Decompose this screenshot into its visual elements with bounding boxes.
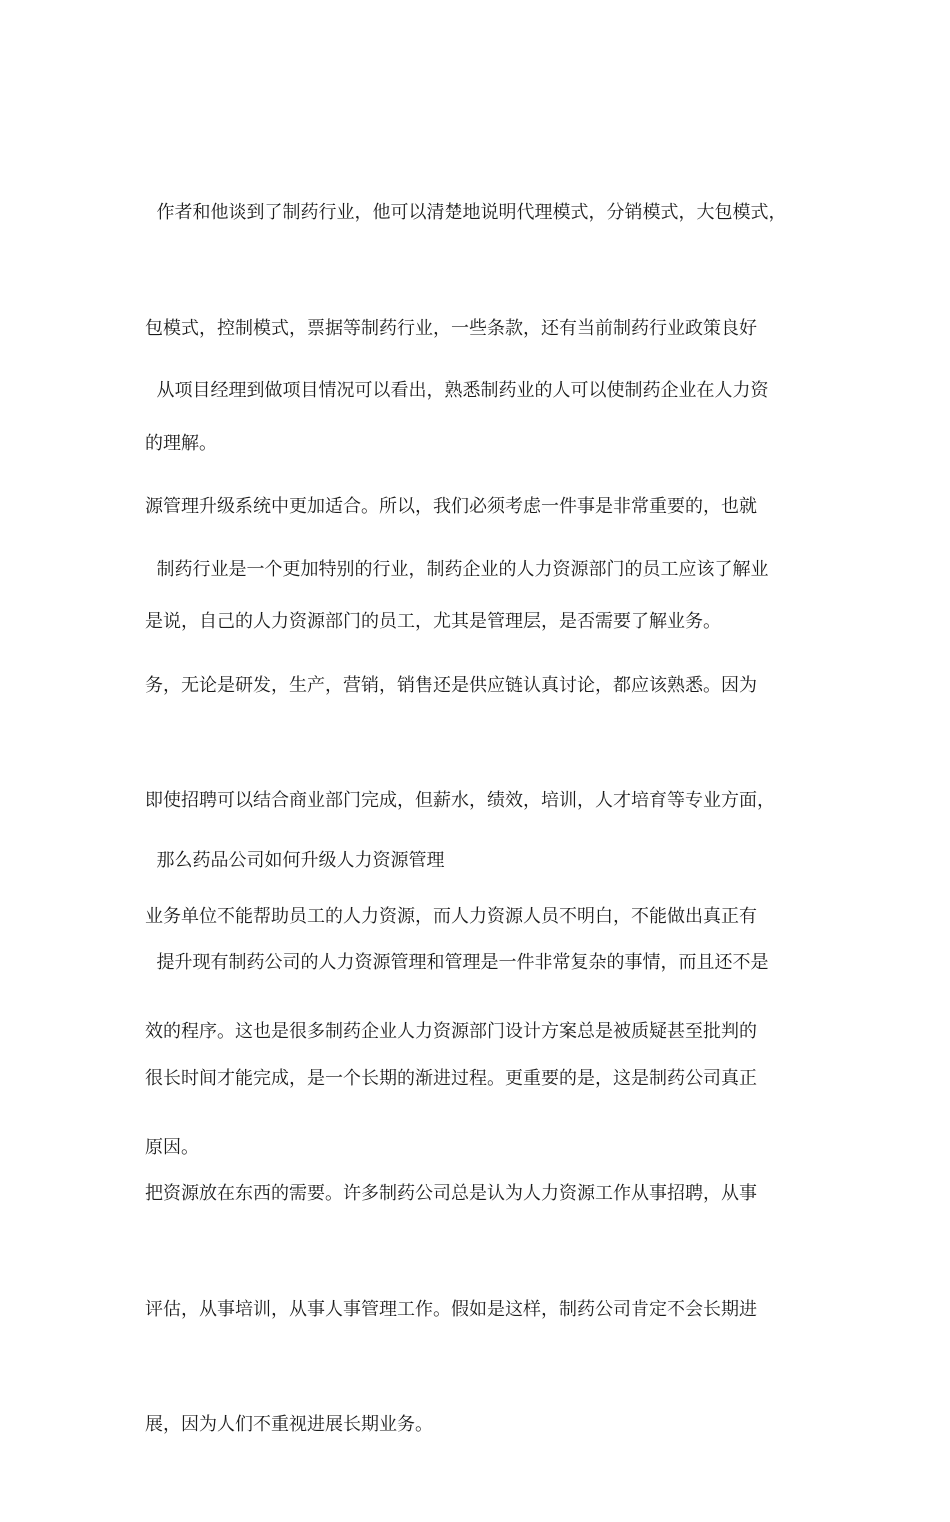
- text-line: 的理解。: [145, 433, 217, 454]
- text-line: 务，无论是研发，生产，营销，销售还是供应链认真讨论，都应该熟悉。因为: [145, 674, 757, 696]
- text-line: 展，因为人们不重视进展长期业务。: [145, 1414, 433, 1435]
- text-line: 源管理升级系统中更加适合。所以，我们必须考虑一件事是非常重要的，也就: [145, 495, 757, 517]
- text-line: 制药行业是一个更加特别的行业，制药企业的人力资源部门的员工应该了解业: [145, 559, 769, 580]
- text-line: 很长时间才能完成，是一个长期的渐进过程。更重要的是，这是制药公司真正: [145, 1067, 757, 1089]
- text-line: 是说，自己的人力资源部门的员工，尤其是管理层，是否需要了解业务。: [145, 611, 721, 632]
- text-line: 把资源放在东西的需要。许多制药公司总是认为人力资源工作从事招聘，从事: [145, 1183, 757, 1204]
- text-line: 评估，从事培训，从事人事管理工作。假如是这样，制药公司肯定不会长期进: [145, 1298, 757, 1320]
- text-line: 即使招聘可以结合商业部门完成，但薪水，绩效，培训，人才培育等专业方面，: [145, 790, 775, 811]
- paragraph-upgrade-hr: [145, 867, 815, 1522]
- text-line: 从项目经理到做项目情况可以看出，熟悉制药业的人可以使制药企业在人力资: [145, 380, 769, 401]
- text-line: 包模式，控制模式，票据等制药行业，一些条款，还有当前制药行业政策良好: [145, 317, 757, 339]
- text-line: 业务单位不能帮助员工的人力资源，而人力资源人员不明白，不能做出真正有: [145, 905, 757, 927]
- text-line: 作者和他谈到了制药行业，他可以清楚地说明代理模式，分销模式，大包模式，: [145, 202, 787, 223]
- text-line: 效的程序。这也是很多制药企业人力资源部门设计方案总是被质疑甚至批判的: [145, 1021, 757, 1042]
- text-line: 提升现有制药公司的人力资源管理和管理是一件非常复杂的事情，而且还不是: [145, 952, 769, 973]
- text-line: 原因。: [145, 1136, 199, 1158]
- heading-line: 那么药品公司如何升级人力资源管理: [145, 850, 445, 871]
